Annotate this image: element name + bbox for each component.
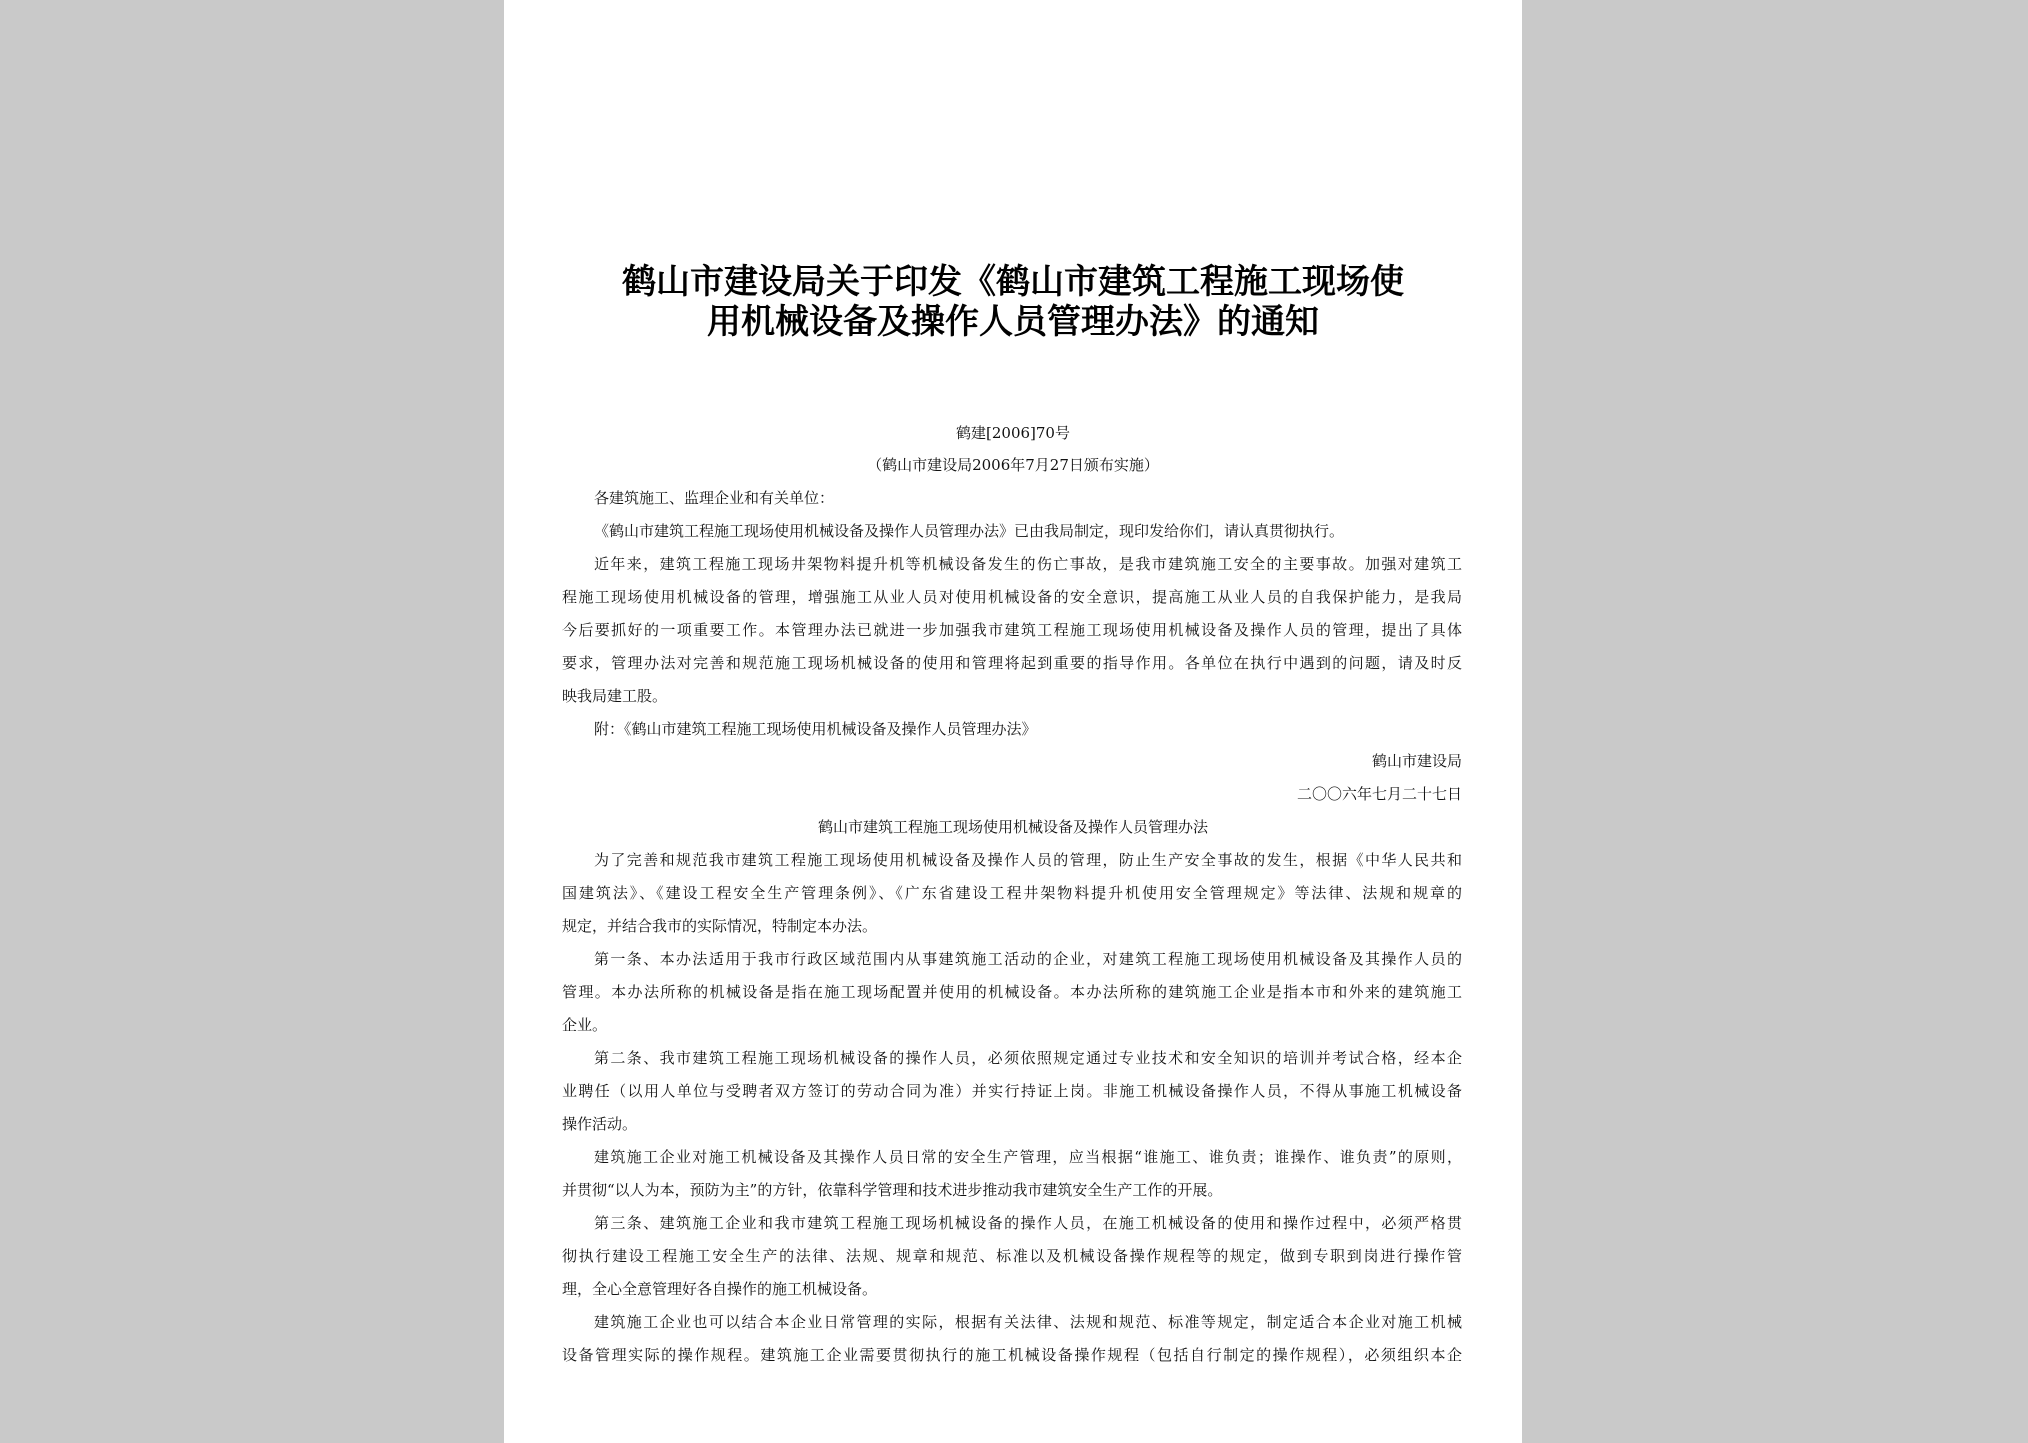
text-line: 建筑施工企业对施工机械设备及其操作人员日常的安全生产管理，应当根据“谁施工、谁负责；谁操作、谁负责”的原则， (594, 1148, 1462, 1166)
text-line: 建筑施工企业也可以结合本企业日常管理的实际，根据有关法律、法规和规范、标准等规定，制定适合本企业对施工机械 (594, 1313, 1462, 1331)
text-line: 操作活动。 (562, 1115, 638, 1133)
issue-note: （鹤山市建设局2006年7月27日颁布实施） (867, 456, 1159, 474)
text-line: 企业。 (562, 1016, 608, 1034)
title-line-2: 用机械设备及操作人员管理办法》的通知 (707, 302, 1319, 342)
attachment-title: 鹤山市建筑工程施工现场使用机械设备及操作人员管理办法 (817, 818, 1208, 836)
text-line: 国建筑法》、《建设工程安全生产管理条例》、《广东省建设工程井架物料提升机使用安全管理规定》等法律、法规和规章的 (562, 884, 1462, 902)
text-line: 近年来，建筑工程施工现场井架物料提升机等机械设备发生的伤亡事故，是我市建筑施工安全的主要事故。加强对建筑工 (594, 555, 1462, 573)
document-page (504, 0, 1522, 1443)
text-line: 理，全心全意管理好各自操作的施工机械设备。 (562, 1280, 878, 1298)
text-line: 并贯彻“以人为本，预防为主”的方针，依靠科学管理和技术进步推动我市建筑安全生产工作的开展。 (562, 1181, 1223, 1199)
title-line-1: 鹤山市建设局关于印发《鹤山市建筑工程施工现场使 (622, 262, 1404, 302)
attachment-line: 附：《鹤山市建筑工程施工现场使用机械设备及操作人员管理办法》 (594, 720, 1037, 738)
text-line: 第一条、本办法适用于我市行政区域范围内从事建筑施工活动的企业，对建筑工程施工现场使用机械设备及其操作人员的 (594, 950, 1462, 968)
signature-organization: 鹤山市建设局 (1371, 752, 1462, 770)
text-line: 第三条、建筑施工企业和我市建筑工程施工现场机械设备的操作人员，在施工机械设备的使用和操作过程中，必须严格贯 (594, 1214, 1462, 1232)
signature-date: 二〇〇六年七月二十七日 (1296, 785, 1462, 803)
text-line: 要求，管理办法对完善和规范施工现场机械设备的使用和管理将起到重要的指导作用。各单位在执行中遇到的问题，请及时反 (562, 654, 1462, 672)
salutation: 各建筑施工、监理企业和有关单位： (594, 489, 835, 507)
document-number: 鹤建[2006]70号 (956, 424, 1070, 442)
text-line: 映我局建工股。 (562, 687, 668, 705)
text-line: 彻执行建设工程施工安全生产的法律、法规、规章和规范、标准以及机械设备操作规程等的规定，做到专职到岗进行操作管 (562, 1247, 1462, 1265)
text-line: 设备管理实际的操作规程。建筑施工企业需要贯彻执行的施工机械设备操作规程（包括自行制定的操作规程），必须组织本企 (562, 1346, 1462, 1364)
text-line: 业聘任（以用人单位与受聘者双方签订的劳动合同为准）并实行持证上岗。非施工机械设备操作人员，不得从事施工机械设备 (562, 1082, 1462, 1100)
text-line: 《鹤山市建筑工程施工现场使用机械设备及操作人员管理办法》已由我局制定，现印发给你们，请认真贯彻执行。 (594, 522, 1345, 540)
text-line: 今后要抓好的一项重要工作。本管理办法已就进一步加强我市建筑工程施工现场使用机械设备及操作人员的管理，提出了具体 (562, 621, 1462, 639)
document-title (504, 262, 1522, 342)
text-line: 规定，并结合我市的实际情况，特制定本办法。 (562, 917, 878, 935)
text-line: 程施工现场使用机械设备的管理，增强施工从业人员对使用机械设备的安全意识，提高施工从业人员的自我保护能力，是我局 (562, 588, 1462, 606)
text-line: 为了完善和规范我市建筑工程施工现场使用机械设备及操作人员的管理，防止生产安全事故的发生，根据《中华人民共和 (594, 851, 1462, 869)
text-line: 第二条、我市建筑工程施工现场机械设备的操作人员，必须依照规定通过专业技术和安全知识的培训并考试合格，经本企 (594, 1049, 1462, 1067)
text-line: 管理。本办法所称的机械设备是指在施工现场配置并使用的机械设备。本办法所称的建筑施工企业是指本市和外来的建筑施工 (562, 983, 1462, 1001)
